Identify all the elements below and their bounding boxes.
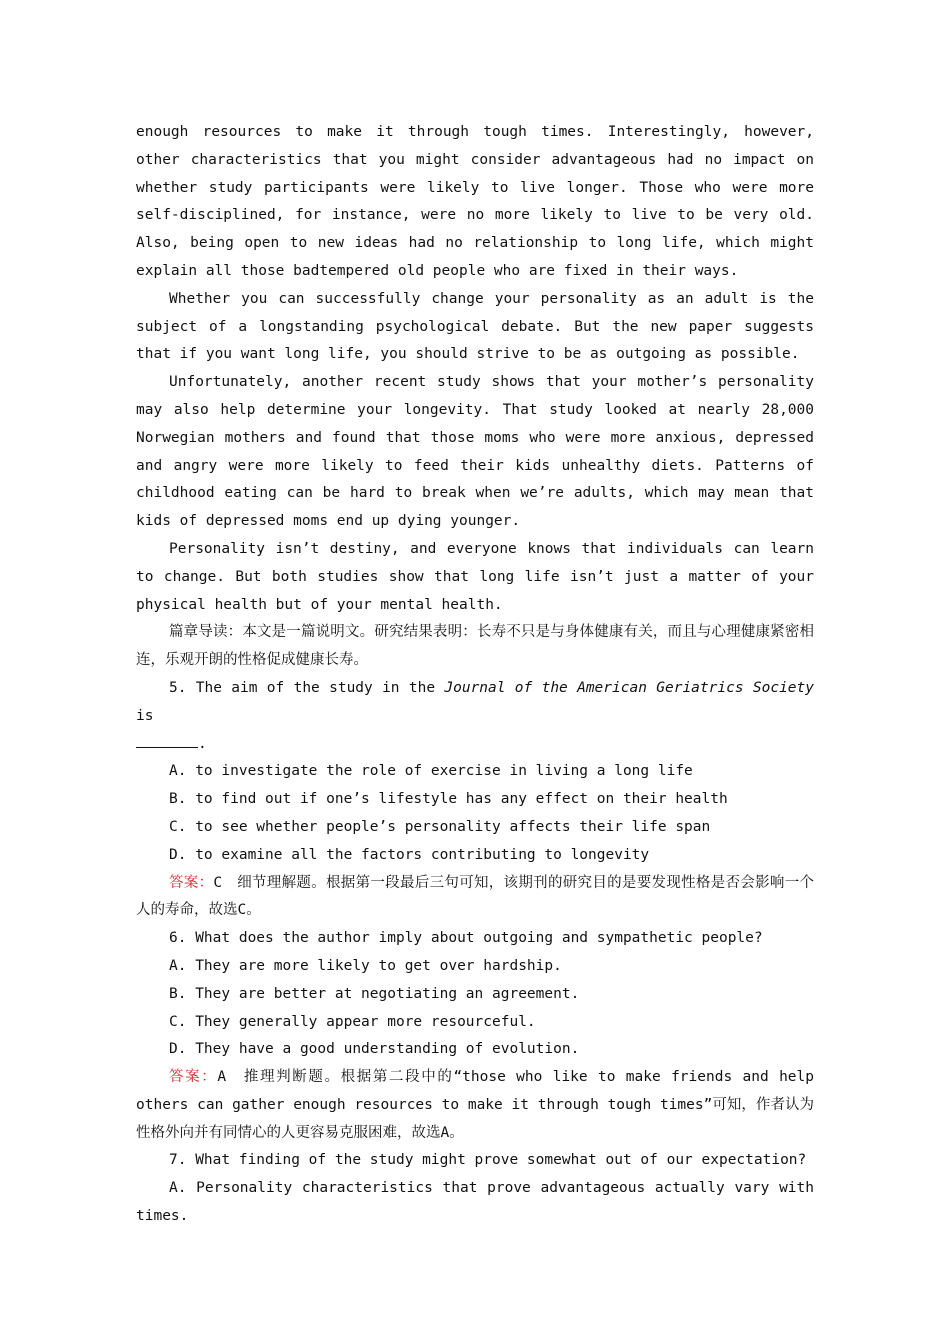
- paragraph-3: Unfortunately, another recent study shows that your mother’s personality may also help determine your longevity. That study looked at nearly 28,000 Norwegian mothers and found that those moms who were more anxious, depressed and angry were more likely to feed their kids unhealthy diets. Patterns of childhood eating can be hard to break when we’re adults, which may mean that kids of depressed moms end up dying younger.: [136, 374, 814, 530]
- q5-option-c: C. to see whether people’s personality affects their life span: [169, 818, 711, 835]
- question-6: 6. What does the author imply about outgoing and sympathetic people?: [169, 930, 763, 947]
- q6-option-a: A. They are more likely to get over hardship.: [169, 957, 562, 974]
- paragraph-4: Personality isn’t destiny, and everyone knows that individuals can learn to change. But both studies show that long life isn’t just a matter of your physical health but of your mental health.: [136, 540, 814, 613]
- reading-guide: 篇章导读：本文是一篇说明文。研究结果表明：长寿不只是与身体健康有关，而且与心理健康紧密相连，乐观开朗的性格促成健康长寿。: [136, 624, 814, 669]
- question-7: 7. What finding of the study might prove somewhat out of our expectation?: [169, 1152, 807, 1169]
- answer-label: 答案：: [169, 874, 214, 891]
- answer-label: 答案：: [169, 1069, 218, 1086]
- question-5: [136, 675, 814, 758]
- q6-option-d: D. They have a good understanding of evolution.: [169, 1041, 580, 1058]
- question-5-end: .: [198, 735, 207, 752]
- paragraph-2: Whether you can successfully change your personality as an adult is the subject of a longstanding psychological debate. But the new paper suggests that if you want long life, you should strive to be as outgoing as possible.: [136, 290, 814, 363]
- q5-option-b: B. to find out if one’s lifestyle has any effect on their health: [169, 791, 728, 808]
- q6-option-b: B. They are better at negotiating an agreement.: [169, 985, 580, 1002]
- q5-option-d: D. to examine all the factors contributing to longevity: [169, 846, 650, 863]
- q5-answer: [136, 870, 814, 926]
- q7-option-a: A. Personality characteristics that prove advantageous actually vary with times.: [136, 1180, 814, 1225]
- document-body: [136, 119, 814, 1231]
- paragraph-1: enough resources to make it through tough times. Interestingly, however, other characteristics that you might consider advantageous had no impact on whether study participants were likely to live longer. Those who were more self-disciplined, for instance, were no more likely to live to be very old. Also, being open to new ideas had no relationship to long life, which might explain all those badtempered old people who are fixed in their ways.: [136, 124, 814, 279]
- question-5-prefix: 5. The aim of the study in the: [169, 679, 445, 696]
- journal-title: Journal of the American Geriatrics Society: [444, 679, 814, 696]
- q6-answer-text: A 推理判断题。根据第二段中的“those who like to make friends and help others can gather enough resources to make it through tough times”可知，作者认为性格外向并有同情心的人更容易克服困难，故选A。: [136, 1069, 815, 1141]
- q6-option-c: C. They generally appear more resourceful.: [169, 1013, 536, 1030]
- question-5-suffix: is: [136, 707, 154, 724]
- q6-answer: [136, 1064, 814, 1147]
- answer-blank: [136, 733, 198, 748]
- q5-answer-text: C 细节理解题。根据第一段最后三句可知，该期刊的研究目的是要发现性格是否会影响一个人的寿命，故选C。: [136, 874, 814, 919]
- q5-option-a: A. to investigate the role of exercise in living a long life: [169, 763, 693, 780]
